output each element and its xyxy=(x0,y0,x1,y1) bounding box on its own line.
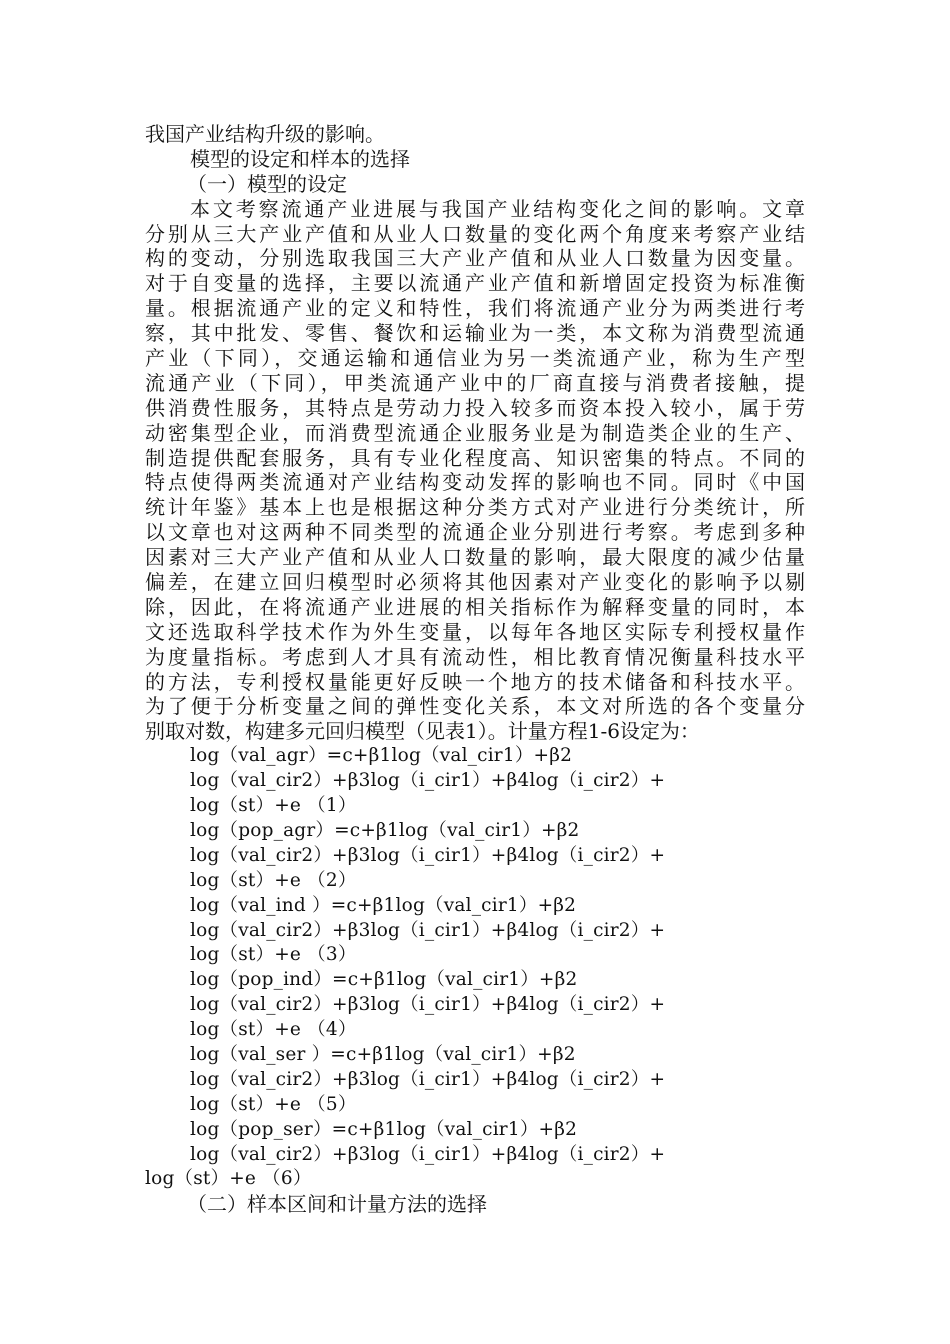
text-line: 我国产业结构升级的影响。 xyxy=(145,122,385,146)
section-heading: 模型的设定和样本的选择 xyxy=(190,146,410,171)
formula-line: log（pop_agr）=c+β1log（val_cir1）+β2 xyxy=(190,819,580,841)
text-line: 偏差，在建立回归模型时必须将其他因素对产业变化的影响予以剔 xyxy=(145,570,805,595)
formula-line: log（val_ind ）=c+β1log（val_cir1）+β2 xyxy=(190,894,577,916)
text-line: 流通产业（下同），甲类流通产业中的厂商直接与消费者接触，提 xyxy=(145,370,805,395)
text-line: 为度量指标。考虑到人才具有流动性，相比教育情况衡量科技水平 xyxy=(145,644,805,669)
formula-line: log（st）+e （2） xyxy=(190,869,357,891)
formula-line: log（val_cir2）+β3log（i_cir1）+β4log（i_cir2）+ xyxy=(190,1068,666,1090)
text-line: 本文考察流通产业进展与我国产业结构变化之间的影响。文章 xyxy=(190,196,805,221)
text-line: 制造提供配套服务，具有专业化程度高、知识密集的特点。不同的 xyxy=(145,445,805,470)
formula-line: log（val_cir2）+β3log（i_cir1）+β4log（i_cir2）+ xyxy=(190,1143,666,1165)
text-line: 特点使得两类流通对产业结构变动发挥的影响也不同。同时《中国 xyxy=(145,470,805,495)
text-line: 对于自变量的选择，主要以流通产业产值和新增固定投资为标准衡 xyxy=(145,271,805,296)
text-line: 动密集型企业，而消费型流通企业服务业是为制造类企业的生产、 xyxy=(145,420,805,445)
formula-line: log（val_cir2）+β3log（i_cir1）+β4log（i_cir2）+ xyxy=(190,844,666,866)
formula-line: log（val_cir2）+β3log（i_cir1）+β4log（i_cir2）+ xyxy=(190,770,666,792)
formula-line: log（st）+e （3） xyxy=(190,944,357,966)
section-heading: （一）模型的设定 xyxy=(187,171,347,196)
section-heading: （二）样本区间和计量方法的选择 xyxy=(187,1192,487,1217)
document-body xyxy=(145,122,805,1217)
text-line: 产业（下同），交通运输和通信业为另一类流通产业，称为生产型 xyxy=(145,346,805,371)
text-line: 文还选取科学技术作为外生变量，以每年各地区实际专利授权量作 xyxy=(145,619,805,644)
formula-line: log（pop_ser）=c+β1log（val_cir1）+β2 xyxy=(190,1118,578,1140)
formula-line: log（val_ser ）=c+β1log（val_cir1）+β2 xyxy=(190,1043,576,1065)
formula-line: log（st）+e （4） xyxy=(190,1019,357,1041)
formula-line: log（st）+e （1） xyxy=(190,795,357,817)
formula-line: log（val_cir2）+β3log（i_cir1）+β4log（i_cir2）+ xyxy=(190,994,666,1016)
text-line: 别取对数，构建多元回归模型（见表1）。计量方程1-6设定为： xyxy=(145,719,700,744)
text-line: 构的变动，分别选取我国三大产业产值和从业人口数量为因变量。 xyxy=(145,246,805,271)
text-line: 为了便于分析变量之间的弹性变化关系，本文对所选的各个变量分 xyxy=(145,694,805,719)
text-line: 量。根据流通产业的定义和特性，我们将流通产业分为两类进行考 xyxy=(145,296,805,321)
formula-line: log（val_cir2）+β3log（i_cir1）+β4log（i_cir2）+ xyxy=(190,919,666,941)
text-line: 因素对三大产业产值和从业人口数量的影响，最大限度的减少估量 xyxy=(145,545,805,570)
text-line: 分别从三大产业产值和从业人口数量的变化两个角度来考察产业结 xyxy=(145,221,805,246)
formula-line: log（pop_ind）=c+β1log（val_cir1）+β2 xyxy=(190,969,578,991)
text-line: 以文章也对这两种不同类型的流通企业分别进行考察。考虑到多种 xyxy=(145,520,805,545)
formula-line: log（st）+e （6） xyxy=(145,1168,312,1190)
text-line: 的方法，专利授权量能更好反映一个地方的技术储备和科技水平。 xyxy=(145,669,805,694)
formula-line: log（val_agr）=c+β1log（val_cir1）+β2 xyxy=(190,745,573,767)
text-line: 统计年鉴》基本上也是根据这种分类方式对产业进行分类统计，所 xyxy=(145,495,805,520)
formula-line: log（st）+e （5） xyxy=(190,1093,357,1115)
text-line: 供消费性服务，其特点是劳动力投入较多而资本投入较小，属于劳 xyxy=(145,395,805,420)
text-line: 除，因此，在将流通产业进展的相关指标作为解释变量的同时，本 xyxy=(145,594,805,619)
text-line: 察，其中批发、零售、餐饮和运输业为一类，本文称为消费型流通 xyxy=(145,321,805,346)
